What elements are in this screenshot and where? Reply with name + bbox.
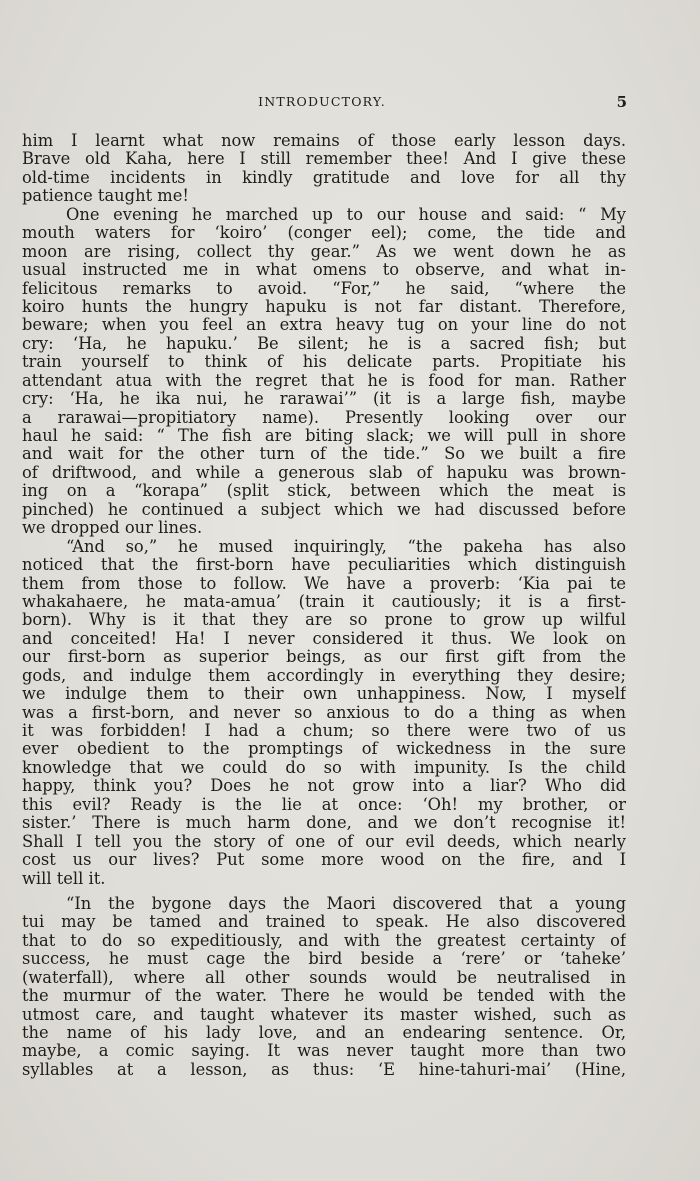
text-line: beware; when you feel an extra heavy tug on your line do not: [22, 316, 626, 335]
text-line: them from those to follow. We have a proverb: ‘Kia pai te: [22, 574, 626, 593]
text-line: Shall I tell you the story of one of our evil deeds, which nearly: [22, 832, 626, 851]
text-line: was a first-born, and never so anxious to do a thing as when: [22, 703, 626, 722]
text-line: sister.’ There is much harm done, and we don’t recognise it!: [22, 814, 626, 833]
text-line: moon are rising, collect thy gear.” As we went down he as: [22, 242, 626, 261]
text-line: we dropped our lines.: [22, 519, 203, 538]
text-line: will tell it.: [22, 869, 106, 888]
text-line: pinched) he continued a subject which we had discussed before: [22, 500, 626, 519]
text-line: utmost care, and taught whatever its master wished, such as: [22, 1005, 626, 1024]
text-line: it was forbidden! I had a chum; so there were two of us: [22, 722, 626, 740]
text-line: haul he said: “ The fish are biting slack; we will pull in shore: [22, 427, 626, 445]
text-line: “In the bygone days the Maori discovered that a young: [66, 894, 626, 913]
text-line: cry: ‘Ha, he ika nui, he rarawai’” (it is a large fish, maybe: [22, 390, 626, 409]
text-line: the murmur of the water. There he would be tended with the: [22, 987, 626, 1006]
text-line: a rarawai—propitiatory name). Presently looking over our: [22, 408, 626, 427]
text-line: felicitous remarks to avoid. “For,” he said, “where the: [22, 279, 626, 298]
text-line: happy, think you? Does he not grow into a liar? Who did: [22, 777, 626, 796]
text-line: knowledge that we could do so with impunity. Is the child: [22, 758, 626, 777]
page-number: 5: [616, 93, 627, 111]
text-line: that to do so expeditiously, and with the greatest certainty of: [22, 931, 626, 950]
body-text: [22, 132, 626, 1079]
text-line: attendant atua with the regret that he is food for man. Rather: [22, 371, 626, 390]
text-line: cost us our lives? Put some more wood on the fire, and I: [22, 851, 626, 870]
text-line: success, he must cage the bird beside a ‘rere’ or ‘taheke’: [22, 950, 626, 969]
text-line: usual instructed me in what omens to observe, and what in-: [22, 261, 626, 280]
text-line: train yourself to think of his delicate parts. Propitiate his: [22, 353, 626, 372]
text-line: him I learnt what now remains of those early lesson days.: [22, 132, 626, 150]
text-line: this evil? Ready is the lie at once: ‘Oh! my brother, or: [22, 795, 626, 814]
text-line: gods, and indulge them accordingly in everything they desire;: [22, 666, 626, 685]
text-line: “And so,” he mused inquiringly, “the pakeha has also: [66, 537, 626, 556]
text-line: and conceited! Ha! I never considered it thus. We look on: [22, 629, 626, 648]
running-title: INTRODUCTORY.: [258, 94, 386, 109]
text-line: our first-born as superior beings, as our first gift from the: [22, 648, 626, 667]
text-line: One evening he marched up to our house and said: “ My: [66, 205, 626, 224]
text-line: we indulge them to their own unhappiness. Now, I myself: [22, 685, 626, 704]
text-line: cry: ‘Ha, he hapuku.’ Be silent; he is a sacred fish; but: [22, 334, 626, 353]
text-line: born). Why is it that they are so prone to grow up wilful: [22, 611, 626, 630]
text-line: maybe, a comic saying. It was never taught more than two: [22, 1042, 626, 1061]
text-line: whakahaere, he mata-amua’ (train it cautiously; it is a first-: [22, 592, 626, 611]
text-line: (waterfall), where all other sounds would be neutralised in: [22, 968, 626, 987]
text-line: syllables at a lesson, as thus: ‘E hine-tahuri-mai’ (Hine,: [22, 1060, 626, 1079]
text-line: ever obedient to the promptings of wickedness in the sure: [22, 740, 626, 759]
text-line: koiro hunts the hungry hapuku is not far distant. Therefore,: [22, 297, 626, 316]
text-line: noticed that the first-born have peculiarities which distinguish: [22, 556, 626, 575]
text-line: Brave old Kaha, here I still remember thee! And I give these: [22, 150, 626, 169]
text-line: tui may be tamed and trained to speak. He also discovered: [22, 913, 626, 932]
text-line: the name of his lady love, and an endearing sentence. Or,: [22, 1024, 626, 1042]
text-line: mouth waters for ‘koiro’ (conger eel); come, the tide and: [22, 224, 626, 243]
text-line: ing on a “korapa” (split stick, between which the meat is: [22, 482, 626, 501]
text-line: old-time incidents in kindly gratitude and love for all thy: [22, 168, 626, 187]
text-line: patience taught me!: [22, 187, 189, 206]
text-line: and wait for the other turn of the tide.” So we built a fire: [22, 445, 626, 464]
text-line: of driftwood, and while a generous slab of hapuku was brown-: [22, 463, 626, 482]
running-head: [0, 92, 700, 112]
